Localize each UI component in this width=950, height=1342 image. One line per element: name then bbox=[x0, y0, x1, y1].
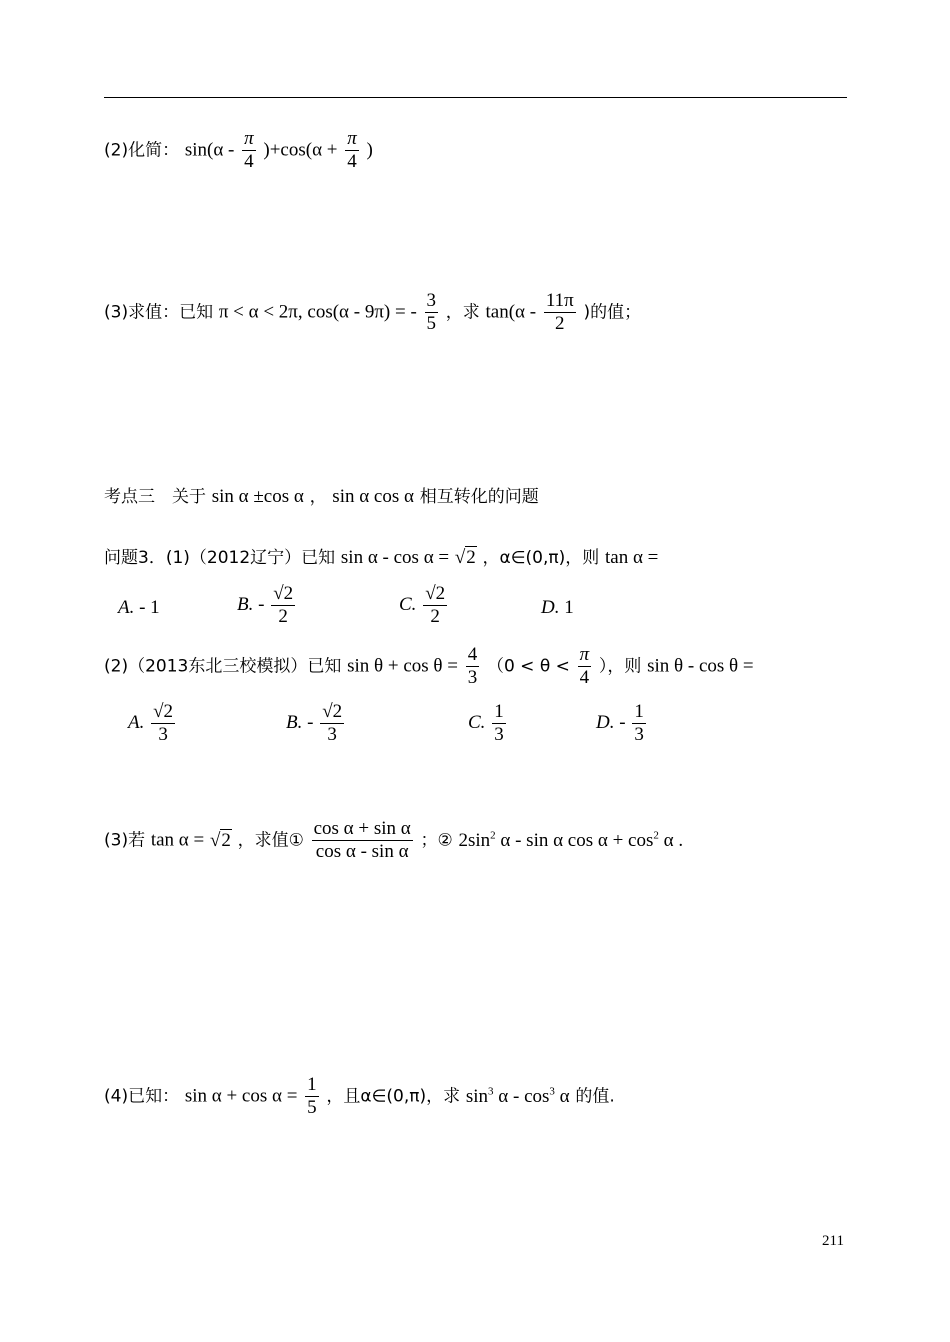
q3-frac-2: $\frac{11\pi}{2}$ bbox=[545, 290, 574, 334]
section-expr-1: sin α ±cos α bbox=[211, 486, 304, 507]
header-rule bbox=[104, 97, 847, 98]
p3-2-range-b: ），则 bbox=[598, 656, 642, 677]
p3-2-option-d: D. - $\frac{1}{3}$ bbox=[596, 701, 644, 745]
section-sep: ， bbox=[309, 487, 327, 507]
p3-2-option-c: C. $\frac{1}{3}$ bbox=[468, 701, 504, 745]
question-2-simplify bbox=[104, 128, 373, 173]
p3-1-condition: sin α - cos α = bbox=[340, 547, 450, 568]
problem-3-2 bbox=[104, 644, 754, 689]
p3-1-sqrt: √2 bbox=[454, 547, 476, 568]
p3-2-option-b: B. - $\frac{√2}{3}$ bbox=[286, 701, 343, 745]
question-3-evaluate bbox=[104, 290, 641, 335]
q3-tail: )的值； bbox=[583, 302, 642, 323]
p3-3-frac: $\frac{\text{cos α + sin α}}{\text{cos α - sin α}}$ bbox=[313, 818, 411, 862]
q2-frac-1: $\frac{\pi}{4}$ bbox=[244, 128, 254, 172]
q2-expr-c: ) bbox=[366, 139, 373, 161]
p3-4-frac: $\frac{1}{5}$ bbox=[307, 1074, 317, 1118]
p3-2-ask: sin θ - cos θ = bbox=[647, 655, 754, 677]
problem-3-1 bbox=[104, 546, 658, 570]
p3-2-condition: sin θ + cos θ = bbox=[347, 655, 458, 677]
problem-3-4 bbox=[104, 1074, 615, 1119]
p3-3-ask-1: ，求值① bbox=[237, 830, 304, 851]
p3-1-option-c: C. $\frac{√2}{2}$ bbox=[399, 583, 446, 627]
p3-1-option-d: D. 1 bbox=[541, 597, 574, 618]
q3-condition: π < α < 2π, cos(α - 9π) = - bbox=[218, 301, 417, 323]
p3-3-expr: $2\sin^2$ α - sin α $\cos \alpha + \cos^2 \alpha$ . bbox=[458, 829, 684, 851]
p3-2-option-a: A. $\frac{√2}{3}$ bbox=[128, 701, 174, 745]
p3-4-condition: sin α + cos α = bbox=[184, 1085, 298, 1107]
p3-3-condition: tan α = bbox=[150, 829, 205, 851]
p3-4-mid: ，且α∈(0,π)，求 bbox=[326, 1086, 461, 1107]
page-number: 211 bbox=[822, 1233, 844, 1249]
q3-mid: ，求 bbox=[445, 302, 480, 323]
p3-2-frac: $\frac{4}{3}$ bbox=[467, 644, 478, 688]
p3-3-sqrt: √2 bbox=[209, 829, 231, 851]
section-title: 考点三 关于 bbox=[104, 487, 206, 507]
q3-tan: tan(α - bbox=[485, 301, 537, 323]
p3-3-ask-2: ；② bbox=[420, 830, 453, 851]
section-heading bbox=[104, 485, 539, 509]
p3-2-range-a: （0 < θ < bbox=[486, 656, 570, 677]
q2-frac-2: $\frac{\pi}{4}$ bbox=[347, 128, 357, 172]
q3-frac-1: $\frac{3}{5}$ bbox=[426, 290, 437, 334]
q2-label: (2)化简： bbox=[104, 140, 180, 161]
section-expr-2: sin α cos α bbox=[332, 486, 414, 507]
p3-1-option-a: A. - 1 bbox=[118, 597, 160, 618]
q2-expr-a: sin(α - bbox=[184, 139, 235, 161]
p3-4-expr: $\sin^3 \alpha - \cos^3 \alpha$ bbox=[465, 1085, 570, 1107]
section-tail: 相互转化的问题 bbox=[419, 487, 539, 507]
p3-1-ask: tan α = bbox=[604, 547, 659, 568]
p3-1-mid: ，α∈(0,π)，则 bbox=[482, 548, 600, 568]
p3-4-head: (4)已知： bbox=[104, 1086, 180, 1107]
p3-4-tail: 的值. bbox=[575, 1086, 615, 1107]
p3-2-head: (2)（2013东北三校模拟）已知 bbox=[104, 656, 342, 677]
q2-expr-b: )+cos(α + bbox=[263, 139, 338, 161]
p3-1-head: 问题3．(1)（2012辽宁）已知 bbox=[104, 548, 336, 568]
p3-3-head: (3)若 bbox=[104, 830, 146, 851]
p3-1-option-b: B. - $\frac{√2}{2}$ bbox=[237, 583, 294, 627]
problem-3-3 bbox=[104, 818, 683, 863]
p3-2-range-frac: $\frac{\pi}{4}$ bbox=[579, 644, 590, 688]
q3-label: (3)求值：已知 bbox=[104, 302, 214, 323]
